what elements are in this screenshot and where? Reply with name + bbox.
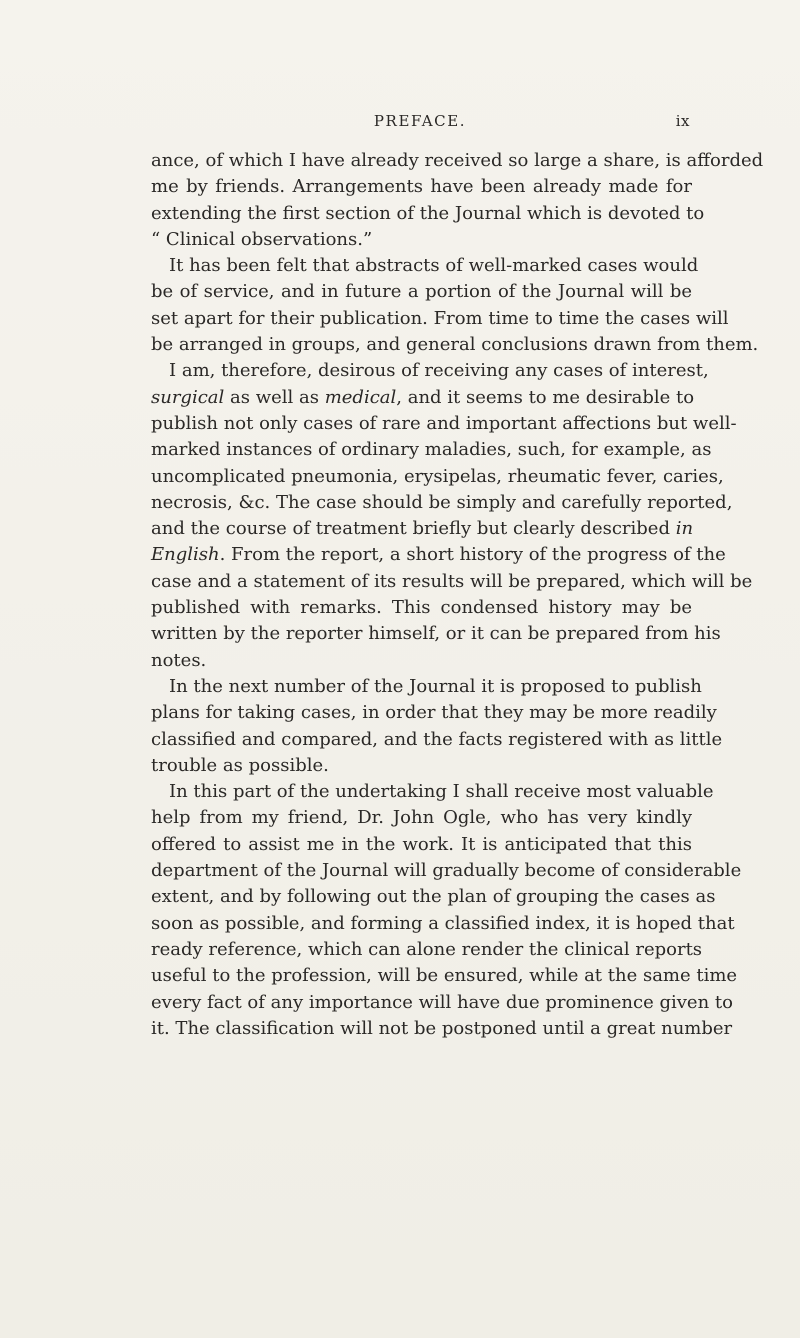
- text-line: ready reference, which can alone render the clinical reports: [151, 938, 703, 960]
- text-line: trouble as possible.: [151, 754, 329, 776]
- text-line: extending the first section of the Journal which is devoted to: [151, 202, 705, 224]
- text-line: In the next number of the Journal it is proposed to publish: [169, 675, 702, 697]
- body-text: [151, 148, 764, 1042]
- text-line: uncomplicated pneumonia, erysipelas, rheumatic fever, caries,: [151, 465, 724, 487]
- italic-word: medical: [324, 386, 397, 408]
- text-line: written by the reporter himself, or it can be prepared from his: [151, 623, 721, 645]
- text-line: In this part of the undertaking I shall receive most valuable: [169, 781, 714, 803]
- text-line: useful to the profession, will be ensured, while at the same time: [151, 965, 738, 987]
- text-line: “ Clinical observations.”: [151, 228, 373, 250]
- text-line: [151, 385, 695, 411]
- text-line: department of the Journal will gradually become of considerable: [151, 860, 742, 882]
- text-line: offered to assist me in the work. It is anticipated that this: [151, 833, 692, 855]
- italic-word: surgical: [151, 386, 225, 408]
- text-segment: as well as: [224, 386, 325, 408]
- text-segment: and the course of treatment briefly but clearly described: [151, 518, 676, 540]
- text-line: case and a statement of its results will be prepared, which will be: [151, 570, 753, 592]
- text-line: plans for taking cases, in order that they may be more readily: [151, 702, 717, 724]
- text-line: necrosis, &c. The case should be simply and carefully reported,: [151, 491, 733, 513]
- running-title: PREFACE.: [373, 112, 467, 130]
- text-line: set apart for their publication. From time to time the cases will: [151, 307, 729, 329]
- text-line: [151, 516, 692, 542]
- text-line: published with remarks. This condensed history may be: [151, 597, 692, 619]
- italic-word: in: [675, 518, 694, 540]
- text-line: classified and compared, and the facts registered with as little: [151, 728, 723, 750]
- text-line: It has been felt that abstracts of well-marked cases would: [169, 255, 699, 277]
- text-segment: . From the report, a short history of the progress of the: [219, 544, 726, 566]
- text-line: marked instances of ordinary maladies, such, for example, as: [151, 439, 712, 461]
- text-line: it. The classification will not be postponed until a great number: [151, 1017, 733, 1039]
- text-line: ance, of which I have already received so large a share, is afforded: [151, 150, 764, 171]
- text-line: soon as possible, and forming a classified index, it is hoped that: [151, 912, 735, 934]
- text-line: publish not only cases of rare and important affections but well-: [151, 412, 737, 434]
- running-head: [150, 112, 690, 134]
- text-line: be arranged in groups, and general conclusions drawn from them.: [151, 334, 759, 356]
- text-line: I am, therefore, desirous of receiving any cases of interest,: [169, 360, 709, 382]
- text-line: every fact of any importance will have due prominence given to: [151, 991, 733, 1013]
- text-line: be of service, and in future a portion of the Journal will be: [151, 281, 692, 303]
- text-segment: , and it seems to me desirable to: [396, 386, 695, 408]
- text-line: extent, and by following out the plan of grouping the cases as: [151, 886, 716, 908]
- text-line: help from my friend, Dr. John Ogle, who has very kindly: [151, 807, 692, 829]
- text-line: [151, 542, 726, 568]
- text-line: me by friends. Arrangements have been already made for: [151, 176, 692, 198]
- text-line: notes.: [151, 649, 207, 671]
- italic-word: English: [151, 544, 220, 566]
- page-number: ix: [675, 112, 690, 130]
